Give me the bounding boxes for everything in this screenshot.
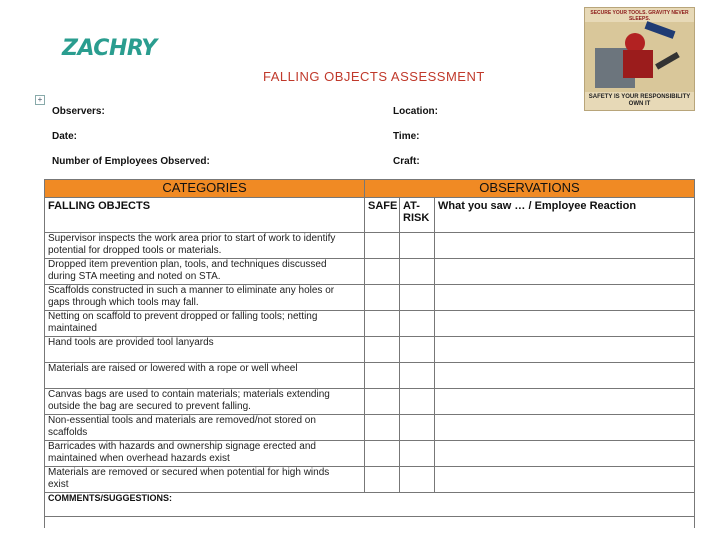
observation-cell[interactable] xyxy=(435,441,695,467)
at-risk-cell[interactable] xyxy=(400,311,435,337)
row-description xyxy=(45,259,365,285)
observation-cell[interactable] xyxy=(435,259,695,285)
table-row xyxy=(45,415,695,441)
row-text-line: maintained when overhead hazards exist xyxy=(48,453,230,464)
observation-cell[interactable] xyxy=(435,389,695,415)
observation-cell[interactable] xyxy=(435,467,695,493)
at-risk-cell[interactable] xyxy=(400,441,435,467)
at-risk-cell[interactable] xyxy=(400,233,435,259)
date-label: Date: xyxy=(52,131,78,142)
safe-cell[interactable] xyxy=(365,311,400,337)
row-text-line: Canvas bags are used to contain materials; materials extending xyxy=(48,389,330,400)
row-description xyxy=(45,285,365,311)
categories-header: CATEGORIES xyxy=(45,180,365,198)
observation-cell[interactable] xyxy=(435,415,695,441)
section-label: FALLING OBJECTS xyxy=(45,198,365,233)
row-description xyxy=(45,233,365,259)
safety-poster xyxy=(584,7,695,111)
safe-cell[interactable] xyxy=(365,337,400,363)
row-text-line: gaps through which tools may fall. xyxy=(48,297,199,308)
safe-cell[interactable] xyxy=(365,259,400,285)
row-description xyxy=(45,311,365,337)
what-you-see-column-header: What you saw … / Employee Reaction xyxy=(435,198,695,233)
safe-cell[interactable] xyxy=(365,389,400,415)
safe-cell[interactable] xyxy=(365,363,400,389)
table-row xyxy=(45,233,695,259)
comments-label: COMMENTS/SUGGESTIONS: xyxy=(45,493,695,529)
table-row xyxy=(45,389,695,415)
row-text-line: exist xyxy=(48,479,69,490)
table-row xyxy=(45,285,695,311)
time-label: Time: xyxy=(393,131,420,142)
location-label: Location: xyxy=(393,106,438,117)
company-logo: ZACHRY xyxy=(62,36,157,61)
observation-cell[interactable] xyxy=(435,233,695,259)
at-risk-cell[interactable] xyxy=(400,259,435,285)
row-text-line: Materials are removed or secured when potential for high winds xyxy=(48,467,330,478)
observation-cell[interactable] xyxy=(435,285,695,311)
at-risk-cell[interactable] xyxy=(400,467,435,493)
row-text-line: Hand tools are provided tool lanyards xyxy=(48,337,214,348)
row-text-line: Materials are raised or lowered with a rope or well wheel xyxy=(48,363,298,374)
observations-header: OBSERVATIONS xyxy=(365,180,695,198)
at-risk-column-header: AT-RISK xyxy=(400,198,435,233)
row-text-line: Non-essential tools and materials are removed/not stored on xyxy=(48,415,316,426)
table-row xyxy=(45,441,695,467)
row-text-line: Scaffolds constructed in such a manner to eliminate any holes or xyxy=(48,285,335,296)
row-description xyxy=(45,337,365,363)
at-risk-cell[interactable] xyxy=(400,337,435,363)
row-text-line: during STA meeting and noted on STA. xyxy=(48,271,221,282)
row-text-line: Barricades with hazards and ownership signage erected and xyxy=(48,441,316,452)
safe-cell[interactable] xyxy=(365,285,400,311)
at-risk-cell[interactable] xyxy=(400,389,435,415)
employees-observed-label: Number of Employees Observed: xyxy=(52,156,210,167)
row-description xyxy=(45,441,365,467)
table-row xyxy=(45,259,695,285)
row-text-line: Supervisor inspects the work area prior to start of work to identify xyxy=(48,233,336,244)
craft-label: Craft: xyxy=(393,156,420,167)
row-description xyxy=(45,415,365,441)
observation-cell[interactable] xyxy=(435,311,695,337)
page-title: FALLING OBJECTS ASSESSMENT xyxy=(263,69,485,84)
table-row xyxy=(45,311,695,337)
table-row xyxy=(45,467,695,493)
comments-line xyxy=(44,516,694,517)
poster-slogan: SAFETY IS YOUR RESPONSIBILITY OWN IT xyxy=(588,94,691,107)
expand-icon[interactable]: + xyxy=(35,95,45,105)
row-text-line: scaffolds xyxy=(48,427,88,438)
observation-cell[interactable] xyxy=(435,363,695,389)
row-text-line: Dropped item prevention plan, tools, and techniques discussed xyxy=(48,259,327,270)
safe-cell[interactable] xyxy=(365,441,400,467)
safe-cell[interactable] xyxy=(365,233,400,259)
at-risk-cell[interactable] xyxy=(400,363,435,389)
row-text-line: outside the bag are secured to prevent falling. xyxy=(48,401,251,412)
row-text-line: Netting on scaffold to prevent dropped or falling tools; netting xyxy=(48,311,318,322)
row-description xyxy=(45,467,365,493)
safe-cell[interactable] xyxy=(365,415,400,441)
observers-label: Observers: xyxy=(52,106,105,117)
row-description xyxy=(45,363,365,389)
row-text-line: potential for dropped tools or materials. xyxy=(48,245,222,256)
poster-headline: SECURE YOUR TOOLS. GRAVITY NEVER SLEEPS. xyxy=(590,10,689,22)
at-risk-cell[interactable] xyxy=(400,415,435,441)
row-description xyxy=(45,389,365,415)
table-row xyxy=(45,337,695,363)
at-risk-cell[interactable] xyxy=(400,285,435,311)
safe-cell[interactable] xyxy=(365,467,400,493)
observation-cell[interactable] xyxy=(435,337,695,363)
assessment-table xyxy=(44,179,695,528)
row-text-line: maintained xyxy=(48,323,97,334)
safe-column-header: SAFE xyxy=(365,198,400,233)
table-row xyxy=(45,363,695,389)
